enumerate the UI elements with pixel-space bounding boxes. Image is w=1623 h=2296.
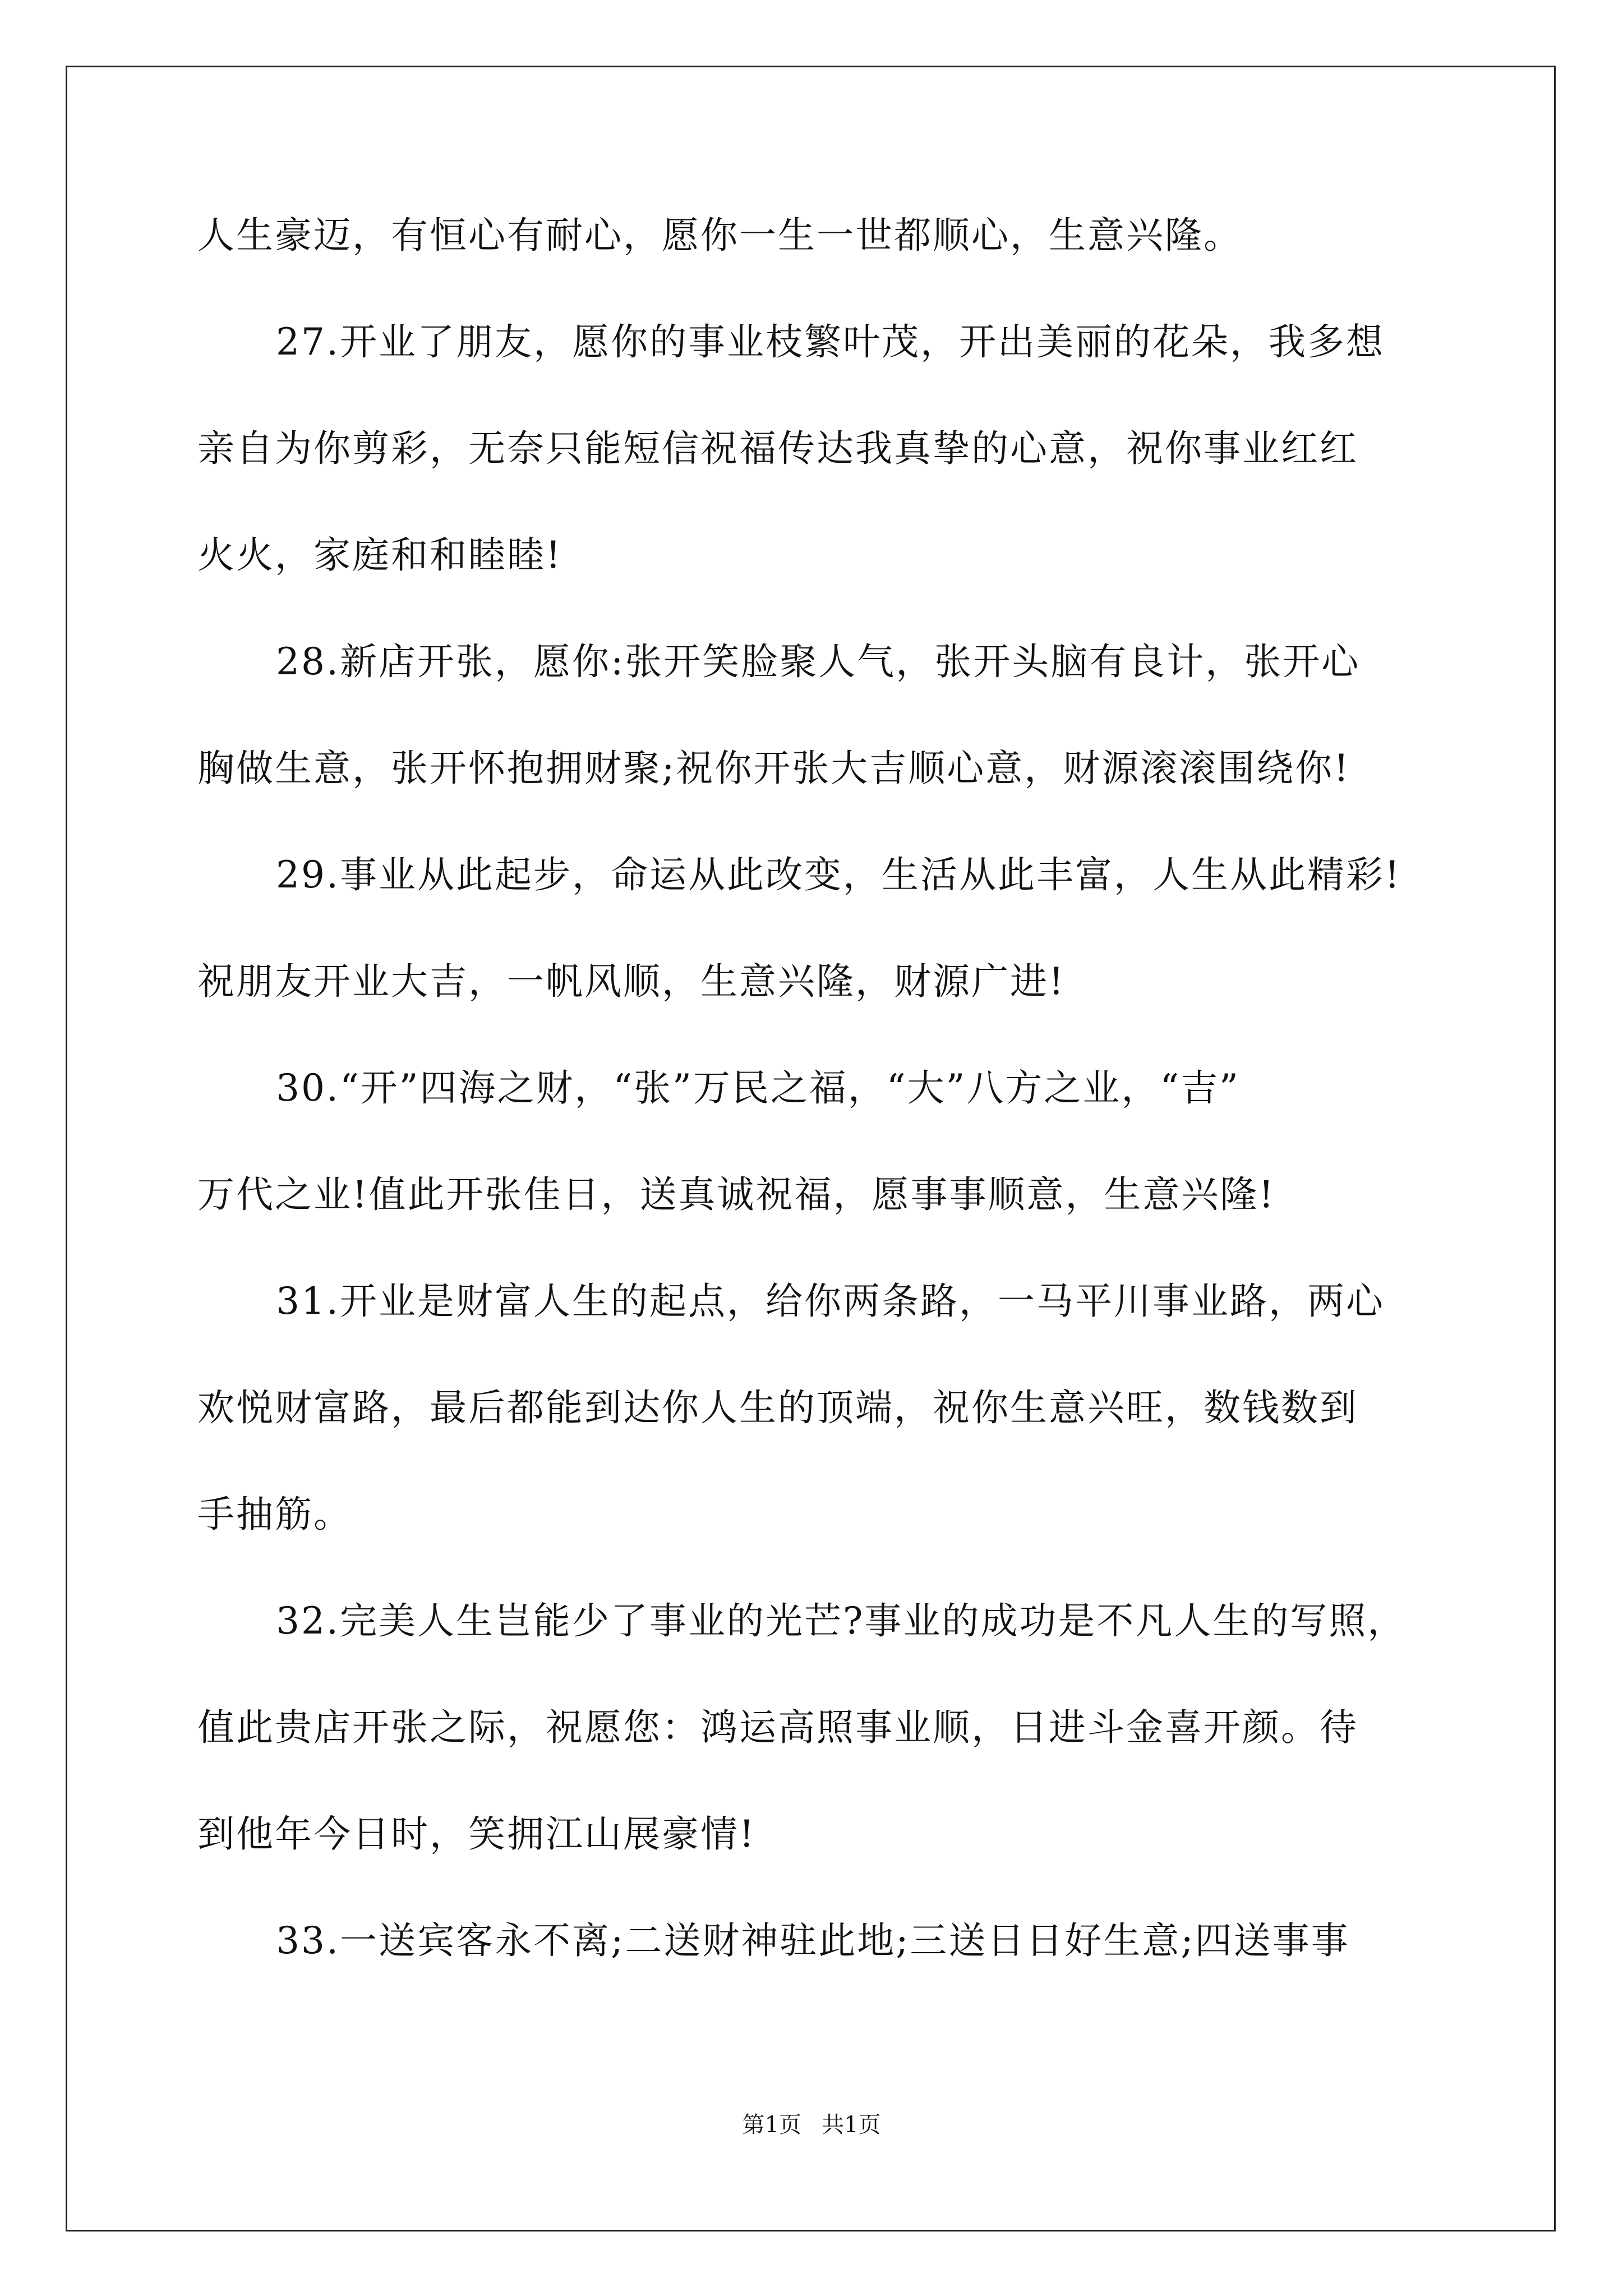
page-border	[66, 66, 1556, 2231]
text-line-1: 人生豪迈，有恒心有耐心，愿你一生一世都顺心，生意兴隆。	[197, 214, 1242, 257]
page-number: 第1页	[742, 2112, 801, 2138]
paragraph-27-line-3: 火火，家庭和和睦睦!	[197, 533, 562, 577]
paragraph-27-line-1: 27.开业了朋友，愿你的事业枝繁叶茂，开出美丽的花朵，我多想	[276, 320, 1385, 364]
paragraph-31-line-3: 手抽筋。	[197, 1493, 352, 1536]
paragraph-29-line-2: 祝朋友开业大吉，一帆风顺，生意兴隆，财源广进!	[197, 960, 1066, 1003]
page-footer	[0, 2111, 1623, 2139]
paragraph-32-line-1: 32.完美人生岂能少了事业的光芒?事业的成功是不凡人生的写照，	[276, 1599, 1407, 1642]
paragraph-32-line-3: 到他年今日时，笑拥江山展豪情!	[197, 1812, 756, 1856]
page-total: 共1页	[822, 2112, 881, 2138]
paragraph-32-line-2: 值此贵店开张之际，祝愿您：鸿运高照事业顺，日进斗金喜开颜。待	[197, 1706, 1358, 1749]
paragraph-28-line-2: 胸做生意，张开怀抱拥财聚;祝你开张大吉顺心意，财源滚滚围绕你!	[197, 747, 1350, 790]
paragraph-29-line-1: 29.事业从此起步，命运从此改变，生活从此丰富，人生从此精彩!	[276, 853, 1401, 896]
paragraph-31-line-2: 欢悦财富路，最后都能到达你人生的顶端，祝你生意兴旺，数钱数到	[197, 1386, 1358, 1429]
paragraph-28-line-1: 28.新店开张，愿你:张开笑脸聚人气，张开头脑有良计，张开心	[276, 640, 1361, 683]
paragraph-30-line-2: 万代之业!值此开张佳日，送真诚祝福，愿事事顺意，生意兴隆!	[197, 1173, 1276, 1216]
paragraph-27-line-2: 亲自为你剪彩，无奈只能短信祝福传达我真挚的心意，祝你事业红红	[197, 427, 1358, 470]
paragraph-33-line-1: 33.一送宾客永不离;二送财神驻此地;三送日日好生意;四送事事	[276, 1919, 1350, 1962]
paragraph-30-line-1: 30.“开”四海之财，“张”万民之福，“大”八方之业，“吉”	[276, 1066, 1240, 1110]
paragraph-31-line-1: 31.开业是财富人生的起点，给你两条路，一马平川事业路，两心	[276, 1280, 1385, 1323]
